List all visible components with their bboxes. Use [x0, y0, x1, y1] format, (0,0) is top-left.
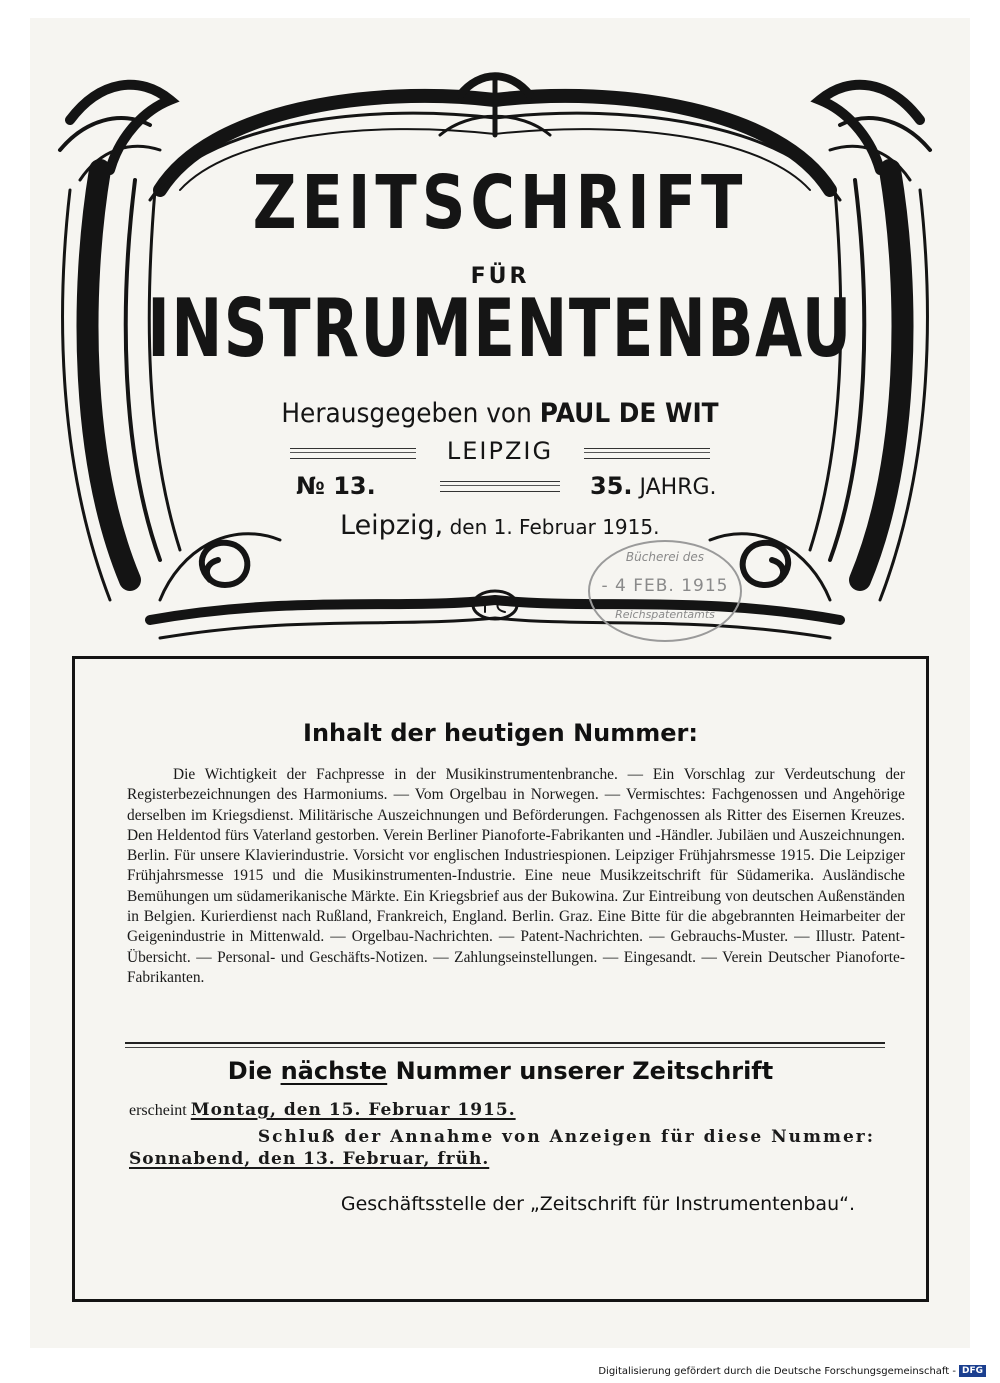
footer-text: Digitalisierung gefördert durch die Deutsche Forschungsgemeinschaft - — [598, 1366, 956, 1377]
dfg-logo: DFG — [959, 1365, 986, 1377]
volume-line — [590, 472, 717, 500]
masthead-title-zeitschrift: ZEITSCHRIFT — [252, 160, 748, 246]
issue-number: № 13. — [296, 472, 376, 500]
digitization-footer — [598, 1365, 986, 1377]
contents-box — [72, 656, 929, 1302]
library-receipt-stamp — [588, 540, 742, 642]
ad-deadline-date: Sonnabend, den 13. Februar, früh. — [129, 1149, 490, 1169]
volume-number: 35. — [590, 472, 633, 500]
dateline-date: den 1. Februar 1915. — [449, 515, 660, 539]
section-divider — [125, 1042, 885, 1048]
next-heading-pre: Die — [227, 1057, 273, 1085]
ornamental-rule-right — [584, 448, 710, 459]
stamp-bottom-text: Reichspatentamts — [615, 608, 715, 621]
appears-prefix: erscheint — [129, 1102, 187, 1119]
next-issue-heading — [75, 1057, 926, 1085]
publisher-signoff: Geschäftsstelle der „Zeitschrift für Instrumentenbau“. — [340, 1193, 855, 1215]
masthead-title-fuer: FÜR — [470, 264, 530, 289]
issue-dateline — [340, 510, 659, 541]
volume-label: JAHRG. — [639, 475, 717, 500]
masthead-title-instrumentenbau: INSTRUMENTENBAU — [147, 282, 853, 375]
contents-body: Die Wichtigkeit der Fachpresse in der Musikinstrumentenbranche. — Ein Vorschlag zur Verdeutschung der Registerbezeichnungen des Harmoniums. — Vom Orgelbau in Norwegen. — Vermischtes: Fachgenossen und Angehörige derselben im Kriegsdienst. Militärische Auszeichnungen und Beförderungen. Fachgenossen als Ritter des Eisernen Kreuzes. Den Heldentod fürs Vaterland gestorben. Verein Berliner Pianoforte-Fabrikanten und -Händler. Jubiläen und Auszeichnungen. Berlin. Für unsere Klavierindustrie. Vorsicht vor englischen Industriespionen. Leipziger Frühjahrsmesse 1915. Die Leipziger Frühjahrsmesse 1915 und die Musikinstrumenten-Industrie. Eine neue Musikzeitschrift für Südamerika. Ausländische Bemühungen um südamerikanische Märkte. Ein Kriegsbrief aus der Bukowina. Zur Eintreibung von deutschen Außenständen in Belgien. Kurierdienst nach Rußland, Frankreich, England. Berlin. Graz. Eine Bitte für die abgebrannten Heimarbeiter der Geigenindustrie in Mittenwald. — Orgelbau-Nachrichten. — Patent-Nachrichten. — Gebrauchs-Muster. — Illustr. Patent-Übersicht. — Personal- und Geschäfts-Notizen. — Zahlungseinstellungen. — Eingesandt. — Verein Deutscher Pianoforte-Fabrikanten. — [127, 766, 905, 986]
editor-prefix: Herausgegeben von — [281, 398, 532, 429]
next-heading-underlined: nächste — [280, 1057, 388, 1085]
appears-date: Montag, den 15. Februar 1915. — [190, 1100, 516, 1120]
next-heading-post: Nummer unserer Zeitschrift — [395, 1057, 774, 1085]
stamp-top-text: Bücherei des — [625, 550, 705, 564]
editor-line — [40, 398, 960, 429]
ad-deadline-text: Schluß der Annahme von Anzeigen für diese Nummer: — [257, 1127, 875, 1147]
publication-place: LEIPZIG — [446, 437, 554, 465]
stamp-date: - 4 FEB. 1915 — [601, 576, 729, 596]
contents-heading: Inhalt der heutigen Nummer: — [303, 719, 698, 747]
appears-line — [129, 1100, 516, 1120]
dateline-place: Leipzig, — [340, 510, 444, 541]
editor-name: PAUL DE WIT — [539, 398, 719, 429]
ornamental-rule-center — [440, 481, 560, 492]
